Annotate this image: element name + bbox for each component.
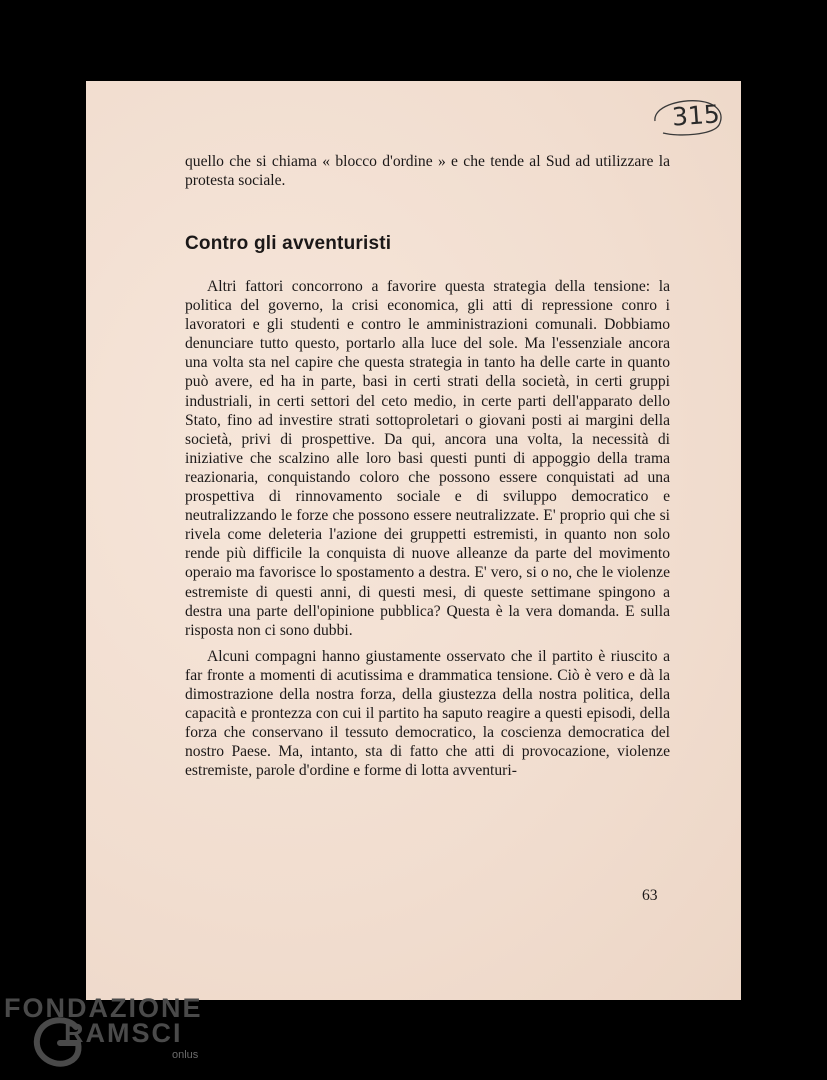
fondazione-gramsci-logo (4, 993, 204, 1073)
logo-line1: FONDAZIONE (4, 993, 203, 1023)
paragraph-2: Alcuni compagni hanno giustamente osservato che il partito è riuscito a far fronte a momenti di acutissima e drammatica tensione. Ciò è vero e dà la dimostrazione della nostra forza, della giustezza della nostra politica, della capacità e prontezza con cui il partito ha saputo reagire a questi episodi, della forza che conservano il tessuto democratico, la coscienza democratica del nostro Paese. Ma, intanto, sta di fatto che atti di provocazione, violenze estremiste, parole d'ordine e forme di lotta avventuri- (185, 647, 670, 780)
logo-line2: RAMSCI (64, 1018, 183, 1048)
section-body (185, 277, 670, 780)
paragraph-1: Altri fattori concorrono a favorire questa strategia della tensione: la politica del governo, la crisi economica, gli atti di repressione conro i lavoratori e gli studenti e contro le amministrazioni comunali. Dobbiamo denunciare tutto questo, portarlo alla luce del sole. Ma l'essenziale ancora una volta sta nel capire che questa strategia in tanto ha delle carte in quanto può avere, ed ha in parte, basi in certi strati della società, in certi gruppi industriali, in certi settori del ceto medio, in certe parti dell'apparato dello Stato, fino ad investire strati sottoproletari o giovani posti ai margini della società, privi di prospettive. Da qui, ancora una volta, la necessità di iniziative che scalzino alle loro basi questi punti di appoggio della trama reazionaria, conquistando coloro che possono essere conquistati ad una prospettiva di rinnovamento sociale e di sviluppo democratico e neutralizzando le forze che possono essere neutralizzate. E' proprio qui che si rivela come deleteria l'azione dei gruppetti estremisti, in quanto non solo rende più difficile la conquista di nuove alleanze da parte del movimento operaio ma favorisce lo spostamento a destra. E' vero, si o no, che le violenze estremiste di questi anni, di questi mesi, di queste settimane spingono a destra una parte dell'opinione pubblica? Questa è la vera domanda. E sulla risposta non ci sono dubbi. (185, 278, 670, 639)
section-heading: Contro gli avventuristi (185, 233, 392, 254)
continuation-paragraph (185, 152, 670, 190)
page-number: 63 (642, 887, 658, 904)
document-page (86, 81, 741, 1000)
logo-onlus: onlus (172, 1049, 199, 1061)
handwritten-page-number: 315 (671, 99, 721, 132)
paragraph-text: quello che si chiama « blocco d'ordine » e che tende al Sud ad utilizzare la protesta sociale. (185, 153, 670, 190)
